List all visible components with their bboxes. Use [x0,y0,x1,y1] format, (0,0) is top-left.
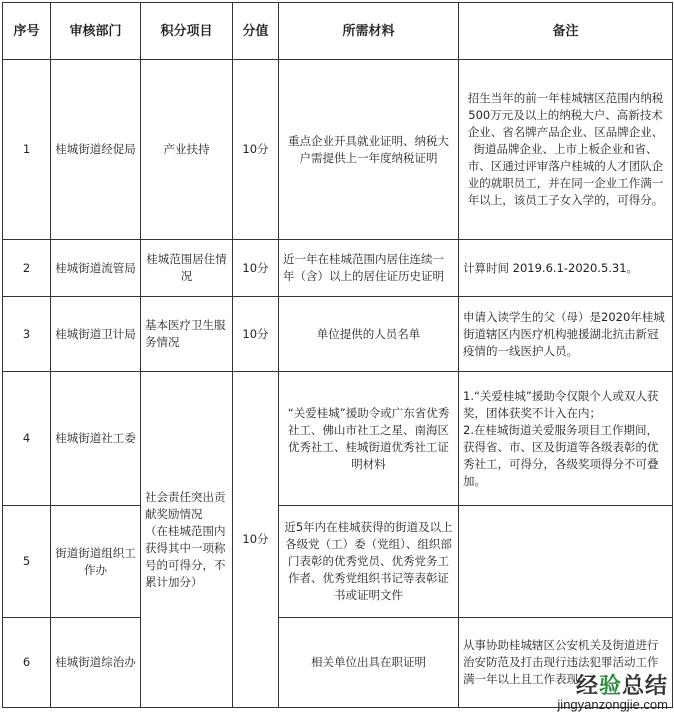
row-score: 10分 [233,60,279,240]
row-no: 1 [3,60,51,240]
table-row [3,297,673,372]
header-row [3,3,673,60]
row-remark: 计算时间 2019.6.1-2020.5.31。 [459,240,673,297]
row-no: 2 [3,240,51,297]
row-material: 近5年内在桂城获得的街道及以上各级党（工）委（党组）、组织部门表彰的优秀党员、优秀党务工作者、优秀党组织书记等表彰证书或证明文件 [279,506,459,618]
row-dept: 街道街道组织工作办 [51,506,141,618]
row-item: 桂城范围居住情况 [141,240,233,297]
row-remark: 招生当年的前一年桂城辖区范围内纳税500万元及以上的纳税大户、高新技术企业、省名牌产品企业、区品牌企业、街道品牌企业、上市上板企业和省、市、区通过评审落户桂城的人才团队企业的就职员工，并在同一企业工作满一年以上，该员工子女入学的，可得分。 [459,60,673,240]
watermark [557,675,668,712]
row-material: 相关单位出具在职证明 [279,618,459,708]
row-material: 近一年在桂城范围内居住连续一年（含）以上的居住证历史证明 [279,240,459,297]
table-row [3,240,673,297]
row-remark: 从事协助桂城辖区公安机关及街道进行治安防范及打击现行违法犯罪活动工作满一年以上且工作表现 [459,618,673,708]
row-score: 10分 [233,297,279,372]
row-material: 单位提供的人员名单 [279,297,459,372]
row-dept: 桂城街道卫计局 [51,297,141,372]
table-row [3,372,673,506]
header-item: 积分项目 [141,3,233,60]
row-material: 重点企业开具就业证明、纳税大户需提供上一年度纳税证明 [279,60,459,240]
header-no: 序号 [3,3,51,60]
row-dept: 桂城街道经促局 [51,60,141,240]
row-no: 3 [3,297,51,372]
row-no: 5 [3,506,51,618]
watermark-url: jingyanzongjie.com [557,697,668,713]
row-item: 产业扶持 [141,60,233,240]
merged-item-cell [141,372,233,708]
row-no: 6 [3,618,51,708]
watermark-title: 经验总结 [575,674,668,700]
row-material: “关爱桂城”援助令或广东省优秀社工、佛山市社工之星、南海区优秀社工、桂城街道优秀社工证明材料 [279,372,459,506]
merged-item: 社会责任突出贡献奖励情况 [145,489,226,521]
row-dept: 桂城街道社工委 [51,372,141,506]
header-score: 分值 [233,3,279,60]
header-remark: 备注 [459,3,673,60]
merged-score: 10分 [233,372,279,708]
row-remark: 1.“关爱桂城”援助令仅限个人或双人获奖，团体获奖不计入在内； 2.在桂城街道关爱服务项目工作期间，获得省、市、区及街道等各级表彰的优秀社工，可得分，各级奖项得分不可叠加。 [459,372,673,506]
header-material: 所需材料 [279,3,459,60]
row-score: 10分 [233,240,279,297]
row-remark: 申请入读学生的父（母）是2020年桂城街道辖区内医疗机构驰援湖北抗击新冠疫情的一线医护人员。 [459,297,673,372]
row-remark [459,506,673,618]
row-dept: 桂城街道流管局 [51,240,141,297]
row-no: 4 [3,372,51,506]
header-dept: 审核部门 [51,3,141,60]
table-row [3,506,673,618]
points-table [2,2,673,708]
table-row [3,60,673,240]
row-dept: 桂城街道综治办 [51,618,141,708]
row-item: 基本医疗卫生服务情况 [141,297,233,372]
merged-item-note: （在桂城范围内获得其中一项称号的可得分，不累计加分） [145,523,226,589]
